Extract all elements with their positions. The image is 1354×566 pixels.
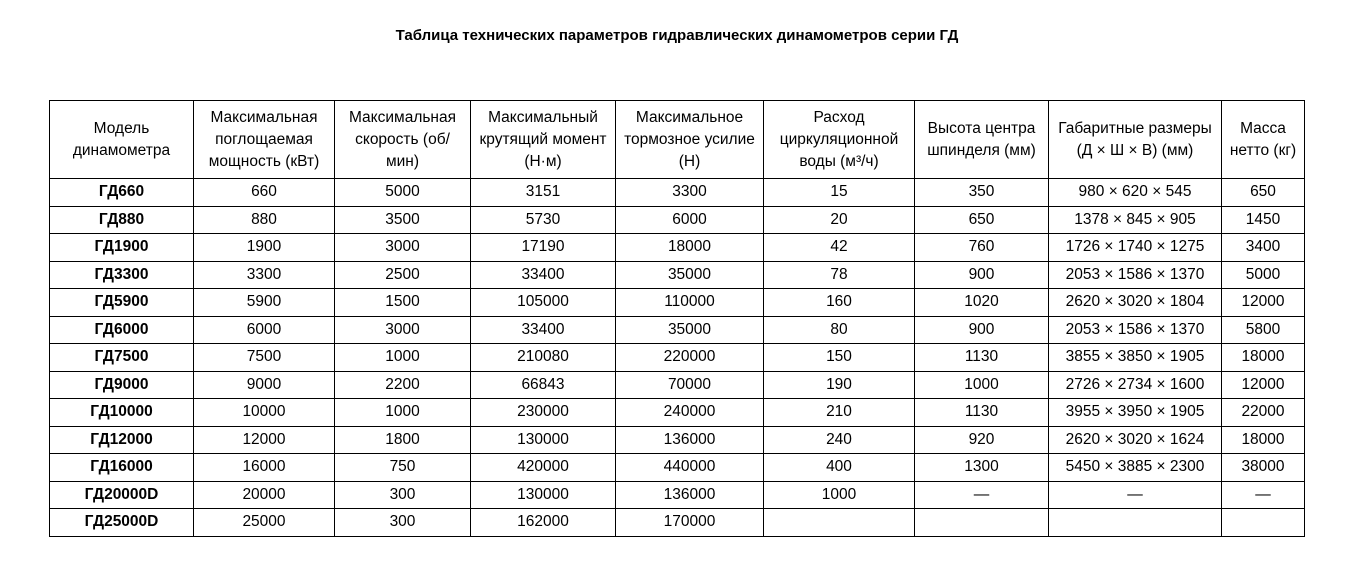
- cell-braking-force: 35000: [616, 261, 764, 289]
- cell-spindle-height: 1000: [915, 371, 1049, 399]
- header-mass: Масса нетто (кг): [1222, 101, 1305, 179]
- cell-model: ГД10000: [50, 399, 194, 427]
- cell-spindle-height: 1020: [915, 289, 1049, 317]
- cell-dimensions: 2726 × 2734 × 1600: [1049, 371, 1222, 399]
- cell-water-flow: 240: [764, 426, 915, 454]
- cell-water-flow: 210: [764, 399, 915, 427]
- cell-power: 660: [194, 179, 335, 207]
- cell-mass: 12000: [1222, 371, 1305, 399]
- cell-mass: 5000: [1222, 261, 1305, 289]
- cell-model: ГД5900: [50, 289, 194, 317]
- cell-spindle-height: 900: [915, 261, 1049, 289]
- cell-model: ГД3300: [50, 261, 194, 289]
- header-model: Модель динамометра: [50, 101, 194, 179]
- table-row: [50, 316, 1305, 344]
- cell-speed: 1000: [335, 344, 471, 372]
- cell-dimensions: 2053 × 1586 × 1370: [1049, 316, 1222, 344]
- cell-braking-force: 3300: [616, 179, 764, 207]
- cell-power: 1900: [194, 234, 335, 262]
- cell-water-flow: 80: [764, 316, 915, 344]
- cell-dimensions: [1049, 509, 1222, 537]
- cell-model: ГД6000: [50, 316, 194, 344]
- cell-model: ГД25000D: [50, 509, 194, 537]
- cell-braking-force: 70000: [616, 371, 764, 399]
- cell-water-flow: 190: [764, 371, 915, 399]
- cell-spindle-height: 350: [915, 179, 1049, 207]
- table-row: [50, 289, 1305, 317]
- cell-power: 25000: [194, 509, 335, 537]
- cell-mass: 38000: [1222, 454, 1305, 482]
- cell-torque: 210080: [471, 344, 616, 372]
- cell-dimensions: 3955 × 3950 × 1905: [1049, 399, 1222, 427]
- cell-braking-force: 240000: [616, 399, 764, 427]
- cell-water-flow: 150: [764, 344, 915, 372]
- cell-power: 10000: [194, 399, 335, 427]
- page-title: Таблица технических параметров гидравлических динамометров серии ГД: [395, 27, 959, 44]
- header-speed: Максимальная скорость (об/мин): [335, 101, 471, 179]
- cell-model: ГД16000: [50, 454, 194, 482]
- specs-table: [49, 100, 1305, 537]
- cell-braking-force: 170000: [616, 509, 764, 537]
- table-row: [50, 481, 1305, 509]
- cell-power: 9000: [194, 371, 335, 399]
- cell-torque: 420000: [471, 454, 616, 482]
- cell-power: 6000: [194, 316, 335, 344]
- header-water-flow: Расход циркуляционной воды (м³/ч): [764, 101, 915, 179]
- cell-braking-force: 440000: [616, 454, 764, 482]
- cell-mass: —: [1222, 481, 1305, 509]
- cell-torque: 17190: [471, 234, 616, 262]
- cell-speed: 1500: [335, 289, 471, 317]
- cell-water-flow: 78: [764, 261, 915, 289]
- cell-power: 3300: [194, 261, 335, 289]
- cell-speed: 2500: [335, 261, 471, 289]
- table-row: [50, 261, 1305, 289]
- cell-mass: 5800: [1222, 316, 1305, 344]
- cell-water-flow: 160: [764, 289, 915, 317]
- cell-mass: 18000: [1222, 344, 1305, 372]
- cell-water-flow: [764, 509, 915, 537]
- cell-speed: 3500: [335, 206, 471, 234]
- cell-torque: 105000: [471, 289, 616, 317]
- cell-braking-force: 6000: [616, 206, 764, 234]
- cell-dimensions: 2620 × 3020 × 1624: [1049, 426, 1222, 454]
- table-header: [50, 101, 1305, 179]
- cell-dimensions: —: [1049, 481, 1222, 509]
- table-row: [50, 206, 1305, 234]
- table-row: [50, 371, 1305, 399]
- cell-mass: 3400: [1222, 234, 1305, 262]
- header-torque: Максимальный крутящий момент (Н·м): [471, 101, 616, 179]
- header-braking-force: Максимальное тормозное усилие (Н): [616, 101, 764, 179]
- cell-power: 5900: [194, 289, 335, 317]
- cell-spindle-height: —: [915, 481, 1049, 509]
- cell-mass: 650: [1222, 179, 1305, 207]
- cell-spindle-height: 920: [915, 426, 1049, 454]
- table-row: [50, 234, 1305, 262]
- cell-dimensions: 2620 × 3020 × 1804: [1049, 289, 1222, 317]
- cell-water-flow: 20: [764, 206, 915, 234]
- cell-water-flow: 15: [764, 179, 915, 207]
- cell-speed: 1800: [335, 426, 471, 454]
- cell-model: ГД880: [50, 206, 194, 234]
- cell-dimensions: 1726 × 1740 × 1275: [1049, 234, 1222, 262]
- table-row: [50, 454, 1305, 482]
- cell-water-flow: 1000: [764, 481, 915, 509]
- cell-dimensions: 1378 × 845 × 905: [1049, 206, 1222, 234]
- cell-mass: [1222, 509, 1305, 537]
- cell-torque: 3151: [471, 179, 616, 207]
- cell-speed: 300: [335, 481, 471, 509]
- cell-dimensions: 980 × 620 × 545: [1049, 179, 1222, 207]
- cell-speed: 3000: [335, 234, 471, 262]
- cell-braking-force: 110000: [616, 289, 764, 317]
- cell-braking-force: 136000: [616, 426, 764, 454]
- cell-spindle-height: [915, 509, 1049, 537]
- cell-model: ГД7500: [50, 344, 194, 372]
- cell-water-flow: 42: [764, 234, 915, 262]
- cell-dimensions: 5450 × 3885 × 2300: [1049, 454, 1222, 482]
- table-row: [50, 399, 1305, 427]
- cell-mass: 22000: [1222, 399, 1305, 427]
- cell-braking-force: 35000: [616, 316, 764, 344]
- cell-model: ГД20000D: [50, 481, 194, 509]
- cell-torque: 130000: [471, 426, 616, 454]
- header-spindle-height: Высота центра шпинделя (мм): [915, 101, 1049, 179]
- cell-spindle-height: 650: [915, 206, 1049, 234]
- cell-mass: 1450: [1222, 206, 1305, 234]
- table-row: [50, 179, 1305, 207]
- cell-power: 12000: [194, 426, 335, 454]
- cell-power: 20000: [194, 481, 335, 509]
- cell-mass: 12000: [1222, 289, 1305, 317]
- table-row: [50, 509, 1305, 537]
- cell-torque: 66843: [471, 371, 616, 399]
- cell-model: ГД1900: [50, 234, 194, 262]
- cell-spindle-height: 1130: [915, 399, 1049, 427]
- cell-power: 16000: [194, 454, 335, 482]
- cell-dimensions: 2053 × 1586 × 1370: [1049, 261, 1222, 289]
- cell-spindle-height: 1130: [915, 344, 1049, 372]
- cell-mass: 18000: [1222, 426, 1305, 454]
- cell-dimensions: 3855 × 3850 × 1905: [1049, 344, 1222, 372]
- cell-torque: 130000: [471, 481, 616, 509]
- table-row: [50, 426, 1305, 454]
- cell-spindle-height: 760: [915, 234, 1049, 262]
- cell-torque: 5730: [471, 206, 616, 234]
- cell-torque: 33400: [471, 261, 616, 289]
- cell-speed: 1000: [335, 399, 471, 427]
- header-row: [50, 101, 1305, 179]
- cell-model: ГД660: [50, 179, 194, 207]
- cell-speed: 750: [335, 454, 471, 482]
- cell-braking-force: 136000: [616, 481, 764, 509]
- cell-power: 880: [194, 206, 335, 234]
- table-body: [50, 179, 1305, 537]
- header-power: Максимальная поглощаемая мощность (кВт): [194, 101, 335, 179]
- cell-spindle-height: 1300: [915, 454, 1049, 482]
- cell-torque: 33400: [471, 316, 616, 344]
- table-row: [50, 344, 1305, 372]
- cell-speed: 5000: [335, 179, 471, 207]
- cell-speed: 2200: [335, 371, 471, 399]
- cell-power: 7500: [194, 344, 335, 372]
- cell-spindle-height: 900: [915, 316, 1049, 344]
- cell-model: ГД12000: [50, 426, 194, 454]
- cell-torque: 230000: [471, 399, 616, 427]
- cell-water-flow: 400: [764, 454, 915, 482]
- cell-torque: 162000: [471, 509, 616, 537]
- cell-braking-force: 18000: [616, 234, 764, 262]
- cell-speed: 300: [335, 509, 471, 537]
- cell-speed: 3000: [335, 316, 471, 344]
- cell-braking-force: 220000: [616, 344, 764, 372]
- cell-model: ГД9000: [50, 371, 194, 399]
- header-dimensions: Габаритные размеры (Д × Ш × В) (мм): [1049, 101, 1222, 179]
